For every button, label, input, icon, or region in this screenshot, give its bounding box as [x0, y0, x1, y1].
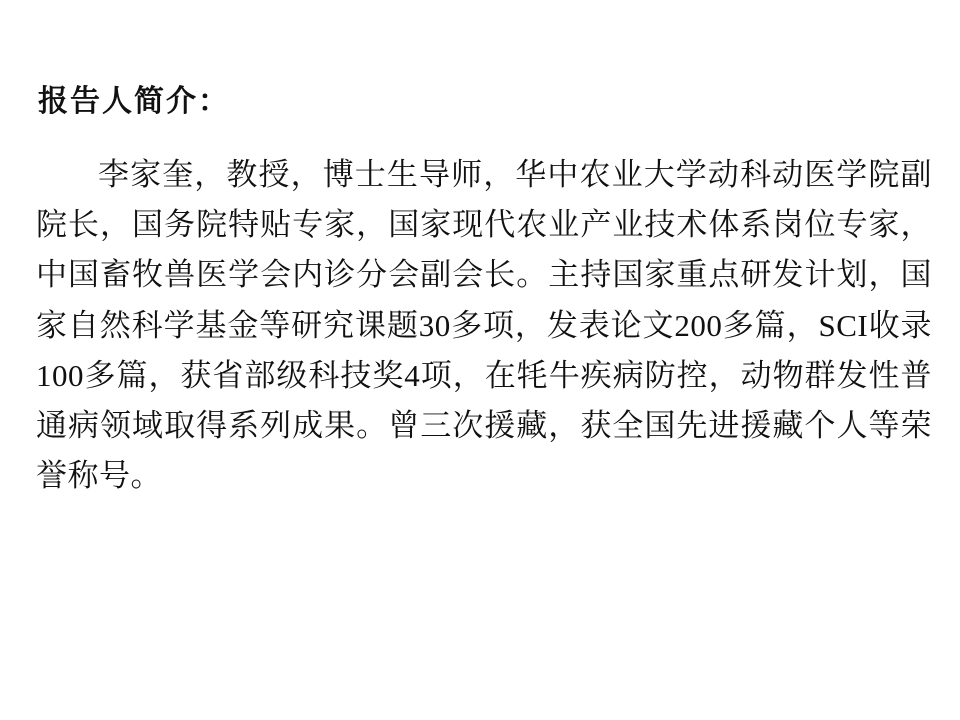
slide-body-text: 李家奎，教授，博士生导师，华中农业大学动科动医学院副院长，国务院特贴专家，国家现代农业产业技术体系岗位专家，中国畜牧兽医学会内诊分会副会长。主持国家重点研发计划，国家自然科学基金等研究课题30多项，发表论文200多篇，SCI收录100多篇，获省部级科技奖4项，在牦牛疾病防控，动物群发性普通病领域取得系列成果。曾三次援藏，获全国先进援藏个人等荣誉称号。	[36, 157, 932, 494]
page-title: 报告人简介：	[38, 85, 230, 118]
